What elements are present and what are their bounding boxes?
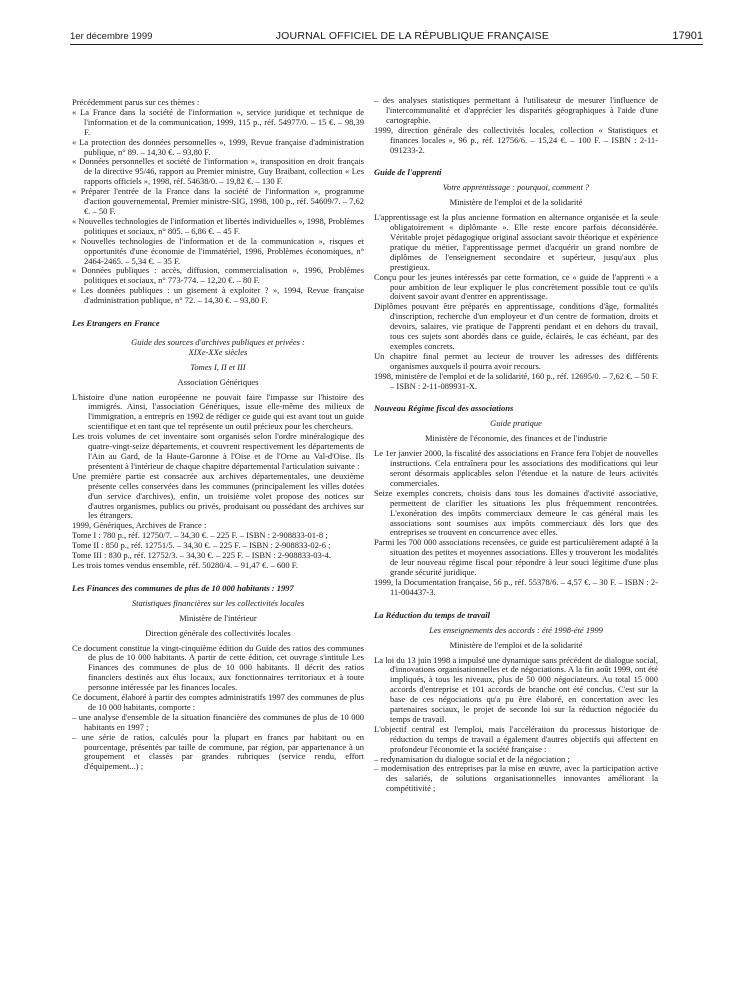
section-ministry: Ministère de l'emploi et de la solidarité bbox=[449, 639, 583, 650]
section-paragraph: Diplômes pouvant être préparés en apprentissage, conditions d'âge, formalités d'inscription, recherche d'un employeur et d'un centre de formation, droits et devoirs, salaires, vie pratique de l'apprenti pendant et en dehors du travail, tous ces sujets sont abordés dans ce guide, éclairés, le cas échéant, par des exemples concrets. bbox=[374, 301, 658, 351]
section-subtitle: Guide des sources d'archives publiques et privées : bbox=[131, 336, 305, 347]
section-paragraph: Ce document constitue la vingt-cinquième édition du Guide des ratios des communes de plus de 10 000 habitants. A partir de cette édition, cet ouvrage s'intitule Les Finances des communes de plus de 10 000 habitants. Il décrit des ratios financiers destinés aux élus locaux, aux fonctionnaires territoriaux et à toute personne intéressée par les finances locales. bbox=[72, 642, 364, 693]
previous-intro: Précédemment parus sur ces thèmes : bbox=[72, 97, 200, 107]
tome-line: Tome III : 830 p., réf. 12752/3. – 34,30 €. – 225 F. – ISBN : 2-908833-03-4. bbox=[72, 550, 331, 561]
previous-item: « Les données publiques : un gisement à exploiter ? », 1994, Revue française d'administration publique, n° 72. – 14,30 €. – 93,80 F. bbox=[72, 285, 364, 306]
previous-item: « La France dans la société de l'information », service juridique et technique de l'information et de la communication, 1999, 115 p., réf. 54977/0. – 15 €. – 98,39 F. bbox=[72, 106, 364, 137]
section-ministry: Ministère de l'intérieur bbox=[179, 612, 257, 623]
section-paragraph: Le 1er janvier 2000, la fiscalité des associations en France fera l'objet de nouvelles instructions. Cela entraînera pour les associations des modifications qui leur seront désormais applicables selon l'étendue et la nature de leurs activités commerciales. bbox=[374, 448, 658, 488]
section-subtitle: Statistiques financières sur les collectivités locales bbox=[131, 597, 305, 608]
previous-item: « Données publiques : accès, diffusion, commercialisation », 1996, Problèmes politiques et sociaux, n° 773-774. – 12,20 €. – 80 F. bbox=[72, 265, 364, 286]
previous-item: « Données personnelles et société de l'information », transposition en droit français de la directive 95/46, rapport au Premier ministre, Guy Braibant, collection « Les rapports officiels », 1998, réf. 54638/0. – 19,82 €. – 130 F. bbox=[72, 156, 364, 187]
section-paragraph: Ce document, élaboré à partir des comptes administratifs 1997 des communes de plus de 10 000 habitants, comporte : bbox=[72, 692, 364, 712]
section-paragraph: Conçu pour les jeunes intéressés par cette formation, ce « guide de l'apprenti » a pour ambition de leur expliquer le plus concrètement possible tout ce qu'ils doivent savoir avant d'entrer en apprentissage. bbox=[374, 271, 658, 302]
section-paragraph: L'objectif central est l'emploi, mais l'accélération du processus historique de réduction du temps de travail a également d'autres objectifs qui affectent en profondeur l'économie et la société française : bbox=[374, 723, 658, 754]
reference-line: 1999, la Documentation française, 56 p., réf. 55378/6. – 4,57 €. – 30 F. – ISBN : 2-11-004437-3. bbox=[374, 576, 658, 597]
tome-line: Tome I : 780 p., réf. 12750/7. – 34,30 €. – 225 F. – ISBN : 2-908833-01-8 ; bbox=[72, 530, 328, 541]
section-publisher: Association Génériques bbox=[177, 376, 259, 387]
bullet-item: – une série de ratios, calculés pour la plupart en francs par habitant ou en pourcentage, présentés par taille de commune, par région, par appartenance à un groupement et classés par grandes rubriques (service rendu, effort d'équipement...) ; bbox=[72, 731, 364, 772]
header-date: 1er décembre 1999 bbox=[70, 31, 153, 42]
section-paragraph: L'histoire d'une nation européenne ne pouvait faire l'impasse sur l'histoire des immigrés. Ainsi, l'association Génériques, issue elle-même des milieux de l'immigration, a entrepris en 1992 de rédiger ce guide qui est avant tout un guide scientifique et en tant que tel représente un outil précieux pour les chercheurs. bbox=[72, 391, 364, 432]
left-column bbox=[72, 98, 364, 772]
section-title: Guide de l'apprenti bbox=[374, 167, 442, 178]
section-paragraph: Une première partie est consacrée aux archives départementales, une deuxième présente celles conservées dans les communes (principalement les villes dotées d'un service d'archives), enfin, un troisième volet propose des notices sur d'autres organismes, publics ou privés, produisant ou possédant des archives sur les étrangers. bbox=[72, 470, 364, 521]
section-ministry: Ministère de l'emploi et de la solidarité bbox=[449, 197, 583, 208]
section-ministry: Ministère de l'économie, des finances et de l'industrie bbox=[425, 433, 607, 444]
reference-line: 1999, direction générale des collectivités locales, collection « Statistiques et finances locales », 96 p., réf. 12756/6. – 15,24 €. – 100 F. – ISBN : 2-11-091233-2. bbox=[374, 124, 658, 155]
section-subtitle: XIXe-XXe siècles bbox=[188, 346, 248, 357]
section-title: La Réduction du temps de travail bbox=[374, 609, 490, 620]
section-subtitle: Les enseignements des accords : été 1998-été 1999 bbox=[429, 624, 603, 635]
bullet-item: – redynamisation du dialogue social et de la négociation ; bbox=[374, 753, 570, 764]
section-paragraph: Parmi les 700 000 associations recensées, ce guide est particulièrement adapté à la situation des petites et moyennes associations. Elles y trouveront les modalités de leur nouveau régime fiscal pour répondre à leur souci légitime d'une plus grande sécurité juridique. bbox=[374, 537, 658, 578]
journal-title: JOURNAL OFFICIEL DE LA RÉPUBLIQUE FRANÇAISE bbox=[275, 30, 550, 42]
section-paragraph: Un chapitre final permet au lecteur de trouver les adresses des différents organismes auxquels il pourra avoir recours. bbox=[374, 350, 658, 371]
section-paragraph: Les trois volumes de cet inventaire sont organisés selon l'ordre minéralogique des quatre-vingt-seize départements, et couvrent respectivement les départements de l'Ain au Gard, de la Haute-Garonne à l'Oise et de l'Orne au Val-d'Oise. Ils présentent à l'intérieur de chaque chapitre départemental l'articulation suivante : bbox=[72, 431, 364, 471]
section-subtitle: Guide pratique bbox=[490, 418, 542, 429]
section-tomes: Tomes I, II et III bbox=[190, 361, 246, 372]
section-subtitle: Votre apprentissage : pourquoi, comment ? bbox=[442, 182, 590, 193]
bullet-item: – modernisation des entreprises par la mise en œuvre, avec la participation active des salariés, de solutions organisationnelles innovantes améliorant la compétitivité ; bbox=[374, 763, 658, 794]
edition-line: 1999, Génériques, Archives de France : bbox=[72, 520, 207, 531]
section-paragraph: La loi du 13 juin 1998 a impulsé une dynamique sans précédent de dialogue social, d'innovations organisationnelles et de négociations. A la fin août 1999, ont été impliqués, à tous les niveaux, plus de 50 000 négociateurs. Au total 15 000 accords d'entreprise et 101 accords de branche ont été conclus. C'est sur la base de ces négociations qu'a pu être élaboré, en concertation avec les partenaires sociaux, le projet de seconde loi sur la réduction négociée du temps de travail. bbox=[374, 654, 658, 724]
section-paragraph: Seize exemples concrets, choisis dans tous les domaines d'activité associative, permettent de clarifier les situations les plus fréquemment rencontrées. L'exonération des impôts commerciaux demeure le cas général mais les associations sont soumises aux impôts commerciaux dès lors que des entreprises se trouvent en concurrence avec elles. bbox=[374, 487, 658, 538]
previous-item: « Nouvelles technologies de l'information et libertés individuelles », 1998, Problèmes politiques et sociaux, n° 805. – 6,86 €. – 45 F. bbox=[72, 215, 364, 236]
page-number: 17901 bbox=[672, 30, 703, 42]
section-paragraph: L'apprentissage est la plus ancienne formation en alternance organisée et la seule obligatoirement « diplômante ». Elle reste encore parfois déconsidérée. Véritable projet pédagogique original associant savoir théorique et expérience pratique du métier, l'apprentissage permet d'acquérir un grand nombre de diplômes de l'enseignement secondaire et supérieur, jusqu'aux plus prestigieux. bbox=[374, 212, 658, 272]
tome-line: Tome II : 850 p., réf. 12751/5. – 34,30 €. – 225 F. – ISBN : 2-908833-02-6 ; bbox=[72, 540, 331, 551]
previous-item: « Préparer l'entrée de la France dans la société de l'information », programme d'action gouvernemental, Premier ministre-SIG, 1998, 100 p., réf. 54609/7. – 7,62 €. – 50 F. bbox=[72, 186, 364, 216]
section-direction: Direction générale des collectivités locales bbox=[145, 627, 291, 638]
bullet-item: – des analyses statistiques permettant à l'utilisateur de mesurer l'influence de l'intercommunalité et d'apprécier les disparités géographiques à l'aide d'une cartographie. bbox=[374, 95, 658, 125]
set-price-line: Les trois tomes vendus ensemble, réf. 50280/4. – 91,47 €. – 600 F. bbox=[72, 559, 298, 570]
section-title: Les Finances des communes de plus de 10 000 habitants : 1997 bbox=[72, 582, 294, 593]
previous-item: « La protection des données personnelles », 1999, Revue française d'administration publique, n° 89. – 14,30 €. – 93,80 F. bbox=[72, 136, 364, 157]
right-column bbox=[374, 96, 658, 794]
reference-line: 1998, ministère de l'emploi et de la solidarité, 160 p., réf. 12695/0. – 7,62 €. – 50 F. – ISBN : 2-11-089931-X. bbox=[374, 370, 658, 391]
page-header bbox=[70, 26, 703, 42]
header-rule bbox=[70, 44, 703, 45]
section-title: Les Etrangers en France bbox=[72, 318, 160, 329]
section-title: Nouveau Régime fiscal des associations bbox=[374, 403, 514, 414]
bullet-item: – une analyse d'ensemble de la situation financière des communes de plus de 10 000 habitants en 1997 ; bbox=[72, 711, 364, 732]
previous-item: « Nouvelles technologies de l'information et de la communication », risques et opportunités d'une économie de l'immatériel, 1996, Problèmes économiques, n° 2464-2465. – 5,34 €. – 35 F. bbox=[72, 235, 364, 266]
